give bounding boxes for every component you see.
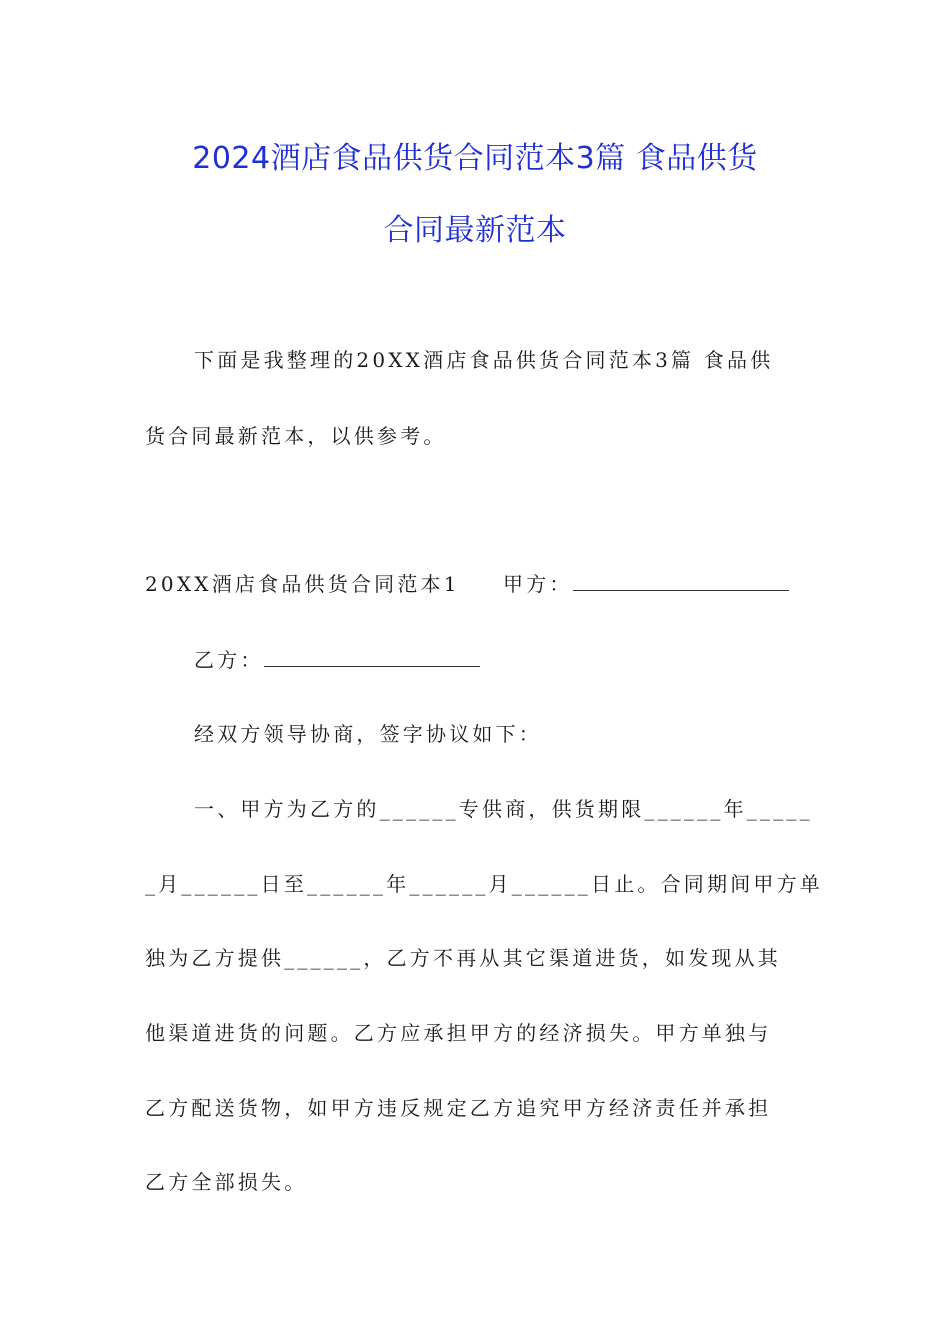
- party-b-row: [194, 646, 480, 674]
- intro-line-2: 货合同最新范本，以供参考。: [145, 424, 447, 448]
- contract-heading: 20XX酒店食品供货合同范本1: [145, 572, 460, 596]
- clause-1-line-4: 他渠道进货的问题。乙方应承担甲方的经济损失。甲方单独与: [145, 1021, 772, 1045]
- document-title-line-2: 合同最新范本: [383, 213, 567, 248]
- clause-1-line-1: 一、甲方为乙方的______专供商，供货期限______年_____: [194, 797, 813, 821]
- party-b-blank: [264, 648, 480, 667]
- document-title-line-1: 2024酒店食品供货合同范本3篇 食品供货: [192, 141, 758, 176]
- agreement-line: 经双方领导协商，签字协议如下：: [194, 722, 542, 746]
- intro-line-1: 下面是我整理的20XX酒店食品供货合同范本3篇 食品供: [194, 348, 774, 372]
- contract-heading-row: [145, 570, 460, 598]
- clause-1-line-5: 乙方配送货物，如甲方违反规定乙方追究甲方经济责任并承担: [145, 1096, 772, 1120]
- party-b-label: 乙方：: [194, 648, 264, 672]
- party-a-row: [503, 570, 789, 598]
- clause-1-line-3: 独为乙方提供______，乙方不再从其它渠道进货，如发现从其: [145, 946, 781, 970]
- party-a-blank: [573, 572, 789, 591]
- clause-1-line-6: 乙方全部损失。: [145, 1170, 308, 1194]
- clause-1-line-2: _月______日至______年______月______日止。合同期间甲方单: [145, 872, 823, 896]
- party-a-label: 甲方：: [503, 572, 573, 596]
